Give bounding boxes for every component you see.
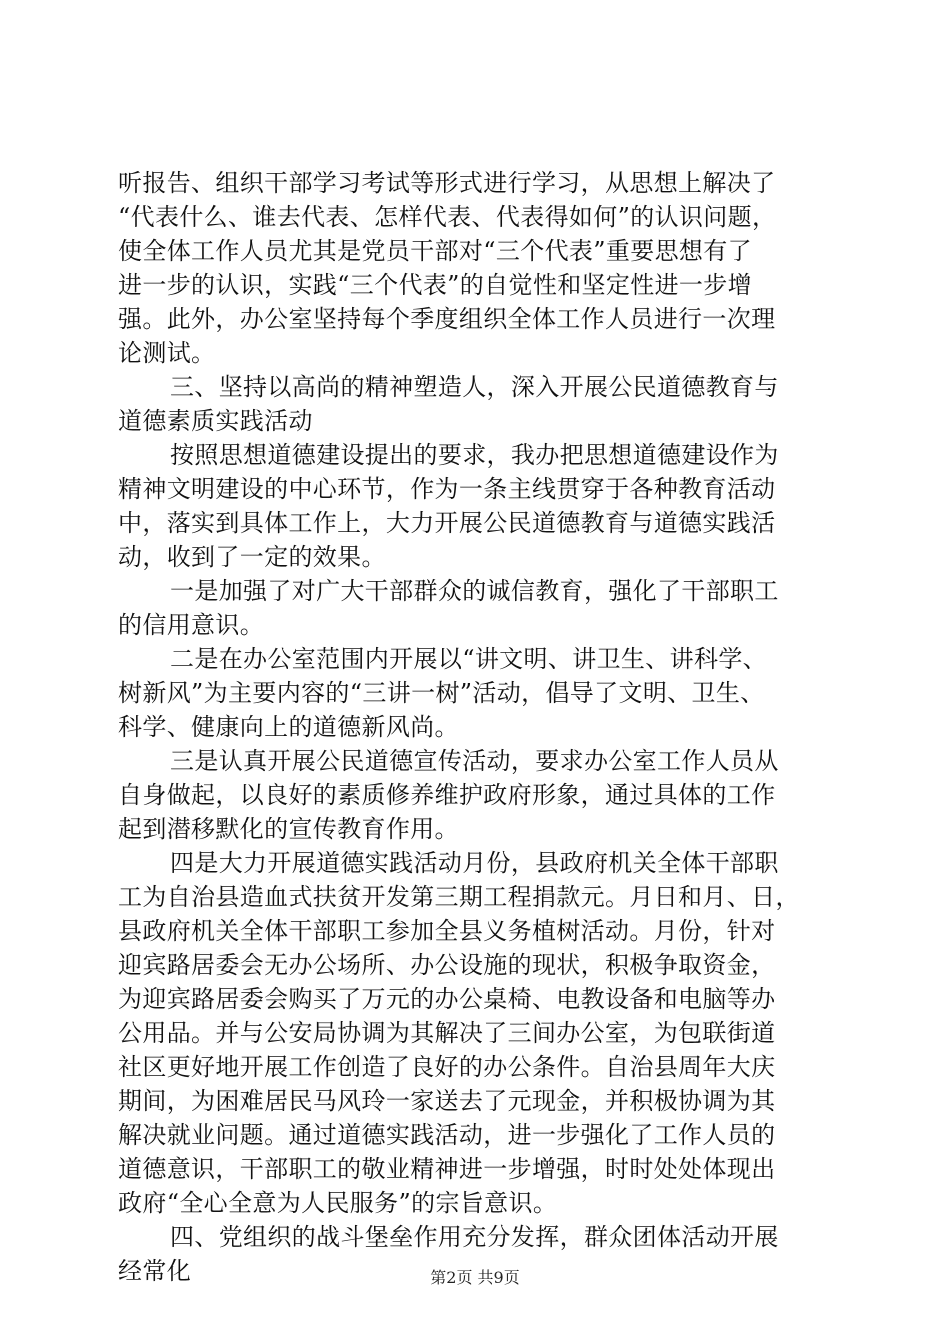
text-line: 期间，为困难居民马风玲一家送去了元现金，并积极协调为其 — [118, 1087, 776, 1115]
text-line: 四是大力开展道德实践活动月份，县政府机关全体干部职 — [170, 849, 779, 877]
text-line: 使全体工作人员尤其是党员干部对“三个代表”重要思想有了 — [118, 237, 752, 265]
text-line: 进一步的认识，实践“三个代表”的自觉性和坚定性进一步增 — [118, 271, 752, 299]
text-line: 迎宾路居委会无办公场所、办公设施的现状，积极争取资金， — [118, 951, 776, 979]
text-line: 公用品。并与公安局协调为其解决了三间办公室，为包联街道 — [118, 1019, 776, 1047]
text-line: 听报告、组织干部学习考试等形式进行学习，从思想上解决了 — [118, 169, 776, 197]
text-line: 四、党组织的战斗堡垒作用充分发挥，群众团体活动开展 — [170, 1223, 779, 1251]
text-line: 三、坚持以高尚的精神塑造人，深入开展公民道德教育与 — [170, 373, 779, 401]
page-footer: 第2页 共9页 — [430, 1268, 520, 1287]
text-line: 的信用意识。 — [118, 611, 265, 639]
text-line: 解决就业问题。通过道德实践活动，进一步强化了工作人员的 — [118, 1121, 776, 1149]
text-line: 按照思想道德建设提出的要求，我办把思想道德建设作为 — [170, 441, 779, 469]
text-line: 强。此外，办公室坚持每个季度组织全体工作人员进行一次理 — [118, 305, 776, 333]
text-line: 中，落实到具体工作上，大力开展公民道德教育与道德实践活 — [118, 509, 776, 537]
text-line: 论测试。 — [118, 339, 216, 367]
body-text — [118, 166, 836, 1288]
text-line: 科学、健康向上的道德新风尚。 — [118, 713, 459, 741]
text-line: 动，收到了一定的效果。 — [118, 543, 386, 571]
text-line: 县政府机关全体干部职工参加全县义务植树活动。月份，针对 — [118, 917, 776, 945]
text-line: 为迎宾路居委会购买了万元的办公桌椅、电教设备和电脑等办 — [118, 985, 776, 1013]
text-line: 二是在办公室范围内开展以“讲文明、讲卫生、讲科学、 — [170, 645, 768, 673]
text-line: 起到潜移默化的宣传教育作用。 — [118, 815, 459, 843]
text-line: 工为自治县造血式扶贫开发第三期工程捐款元。月日和月、日， — [118, 883, 800, 911]
text-line: 精神文明建设的中心环节，作为一条主线贯穿于各种教育活动 — [118, 475, 776, 503]
text-line: 政府“全心全意为人民服务”的宗旨意识。 — [118, 1189, 558, 1217]
text-line: 经常化 — [118, 1257, 192, 1285]
text-line: 一是加强了对广大干部群众的诚信教育，强化了干部职工 — [170, 577, 779, 605]
text-line: 道德素质实践活动 — [118, 407, 313, 435]
text-line: 道德意识，干部职工的敬业精神进一步增强，时时处处体现出 — [118, 1155, 776, 1183]
text-line: 社区更好地开展工作创造了良好的办公条件。自治县周年大庆 — [118, 1053, 776, 1081]
text-line: “代表什么、谁去代表、怎样代表、代表得如何”的认识问题， — [118, 203, 777, 231]
text-line: 自身做起，以良好的素质修养维护政府形象，通过具体的工作 — [118, 781, 776, 809]
text-line: 三是认真开展公民道德宣传活动，要求办公室工作人员从 — [170, 747, 779, 775]
text-line: 树新风”为主要内容的“三讲一树”活动，倡导了文明、卫生、 — [118, 679, 765, 707]
